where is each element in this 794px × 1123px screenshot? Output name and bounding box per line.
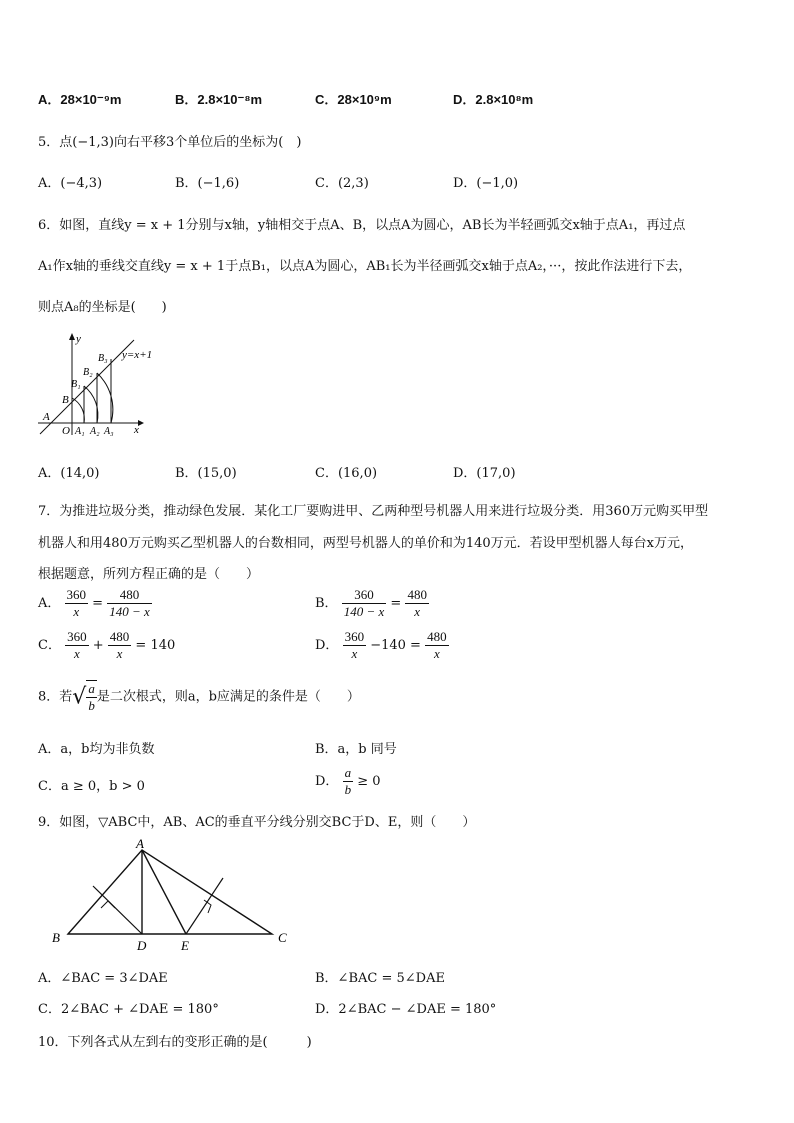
q4-option-b: B．2.8×10⁻⁸m <box>175 92 263 107</box>
q7-a-num2: 480 <box>107 587 152 604</box>
q6-option-c: C．(16,0) <box>315 466 378 481</box>
q9-fig-label-d: D <box>137 938 147 953</box>
q7-b-num1: 360 <box>342 587 387 604</box>
q5-option-b: B．(−1,6) <box>175 176 240 191</box>
q7-stem-line1: 7．为推进垃圾分类，推动绿色发展．某化工厂要购进甲、乙两种型号机器人用来进行垃圾分类．用360万元购买甲型 <box>38 504 709 519</box>
q8-d-tail: ≥ 0 <box>357 774 381 789</box>
q7-b-den2: x <box>414 604 421 619</box>
q8-option-d-label: D． <box>315 774 339 789</box>
q8-stem-pre: 8．若 <box>38 689 73 705</box>
q4-option-d: D．2.8×10⁸m <box>453 92 534 107</box>
q6-stem-line1: 6．如图，直线y = x + 1分别与x轴，y轴相交于点A、B，以点A为圆心，AB长为半轻画弧交x轴于点A₁，再过点 <box>38 218 686 233</box>
q7-option-c <box>38 629 175 662</box>
q6-fig-point-a: A <box>43 411 50 423</box>
q8-stem: 8．若√ $\frac{a}{b}$ 是二次根式，则a，b应满足的条件是（ ） <box>38 681 360 713</box>
q7-c-tail: = 140 <box>135 638 176 653</box>
q7-c-den1: x <box>73 646 80 661</box>
q7-c-num1: 360 <box>67 629 87 644</box>
q7-b-eq: = <box>390 596 402 611</box>
q8-option-a: A．a，b均为非负数 <box>38 742 155 757</box>
q6-stem-line2: A₁作x轴的垂线交直线y = x + 1于点B₁，以点A为圆心，AB₁长为半径画弧交x轴于点A₂，···，按此作法进行下去， <box>38 259 692 274</box>
q6-fig-point-b2: B₂ <box>83 367 93 378</box>
q7-option-b-label: B． <box>315 596 338 611</box>
q7-d-num1: 360 <box>344 629 365 644</box>
q7-option-a <box>38 587 152 620</box>
q7-c-num2: 480 <box>109 629 130 644</box>
q7-option-a-label: A． <box>38 596 61 611</box>
q6-fig-point-b3: B₃ <box>98 353 108 364</box>
q6-fig-point-a1: A₁ <box>75 426 85 437</box>
q7-a-den2: 140 − x <box>109 604 150 619</box>
q7-stem-line3: 根据题意，所列方程正确的是（ ） <box>38 567 260 582</box>
q7-b-den1: 140 − x <box>343 604 385 619</box>
q7-d-den1: x <box>351 646 358 661</box>
q5-option-a: A．(−4,3) <box>38 176 103 191</box>
q7-option-b <box>315 587 429 620</box>
q9-figure <box>48 838 298 953</box>
q6-option-b: B．(15,0) <box>175 466 237 481</box>
q6-fig-point-o: O <box>62 425 70 437</box>
q6-option-d: D．(17,0) <box>453 466 516 481</box>
q6-stem-line3: 则点A₈的坐标是( ) <box>38 300 167 315</box>
q8-d-den: b <box>344 782 352 797</box>
q6-fig-point-b1: B₁ <box>71 379 81 390</box>
q8-option-d <box>315 765 381 798</box>
q7-option-d-label: D． <box>315 638 339 653</box>
q6-fig-x-label: x <box>134 424 139 436</box>
q7-stem-line2: 机器人和用480万元购买乙型机器人的台数相同，两型号机器人的单价和为140万元．若设甲型机器人每台x万元， <box>38 536 693 551</box>
q9-fig-label-a: A <box>136 836 144 851</box>
q9-option-c: C．2∠BAC + ∠DAE = 180° <box>38 1002 219 1017</box>
q9-stem: 9．如图，▽ABC中，AB、AC的垂直平分线分别交BC于D、E，则（ ） <box>38 815 476 830</box>
q7-c-den2: x <box>116 646 123 661</box>
q7-b-num2: 480 <box>407 587 427 602</box>
q7-c-op: + <box>92 638 104 653</box>
q7-option-d <box>315 629 449 662</box>
q7-a-den1: x <box>73 604 80 619</box>
q5-option-c: C．(2,3) <box>315 176 369 191</box>
q9-option-b: B．∠BAC = 5∠DAE <box>315 971 445 986</box>
q6-fig-y-label: y <box>76 333 81 345</box>
q7-d-den2: x <box>433 646 440 661</box>
q7-a-eq: = <box>92 596 104 611</box>
q7-d-op: −140 = <box>370 638 421 653</box>
q6-fig-point-b: B <box>62 394 69 406</box>
q9-fig-label-c: C <box>278 930 287 945</box>
q10-stem: 10．下列各式从左到右的变形正确的是( ) <box>38 1035 312 1050</box>
q7-option-c-label: C． <box>38 638 61 653</box>
q6-fig-point-a2: A₂ <box>90 426 100 437</box>
q6-fig-point-a3: A₃ <box>104 426 114 437</box>
q8-stem-post: 是二次根式，则a，b应满足的条件是（ ） <box>96 689 360 705</box>
q8-rad-den: b <box>88 698 95 713</box>
q8-option-c: C．a ≥ 0，b > 0 <box>38 779 145 794</box>
q9-fig-label-b: B <box>52 930 60 945</box>
q7-a-num1: 360 <box>66 587 87 602</box>
q6-fig-line-label: y=x+1 <box>122 349 153 361</box>
q4-option-c: C．28×10⁹m <box>315 92 392 107</box>
q6-figure <box>38 330 153 440</box>
q5-option-d: D．(−1,0) <box>453 176 519 191</box>
q8-d-num: a <box>344 765 352 780</box>
q9-option-d: D．2∠BAC − ∠DAE = 180° <box>315 1002 497 1017</box>
q9-fig-label-e: E <box>181 938 189 953</box>
q4-option-a: A．28×10⁻⁹m <box>38 92 122 107</box>
q8-rad-num: a <box>88 681 95 696</box>
q7-d-num2: 480 <box>427 629 447 644</box>
q5-stem: 5．点(−1,3)向右平移3个单位后的坐标为( ) <box>38 135 302 150</box>
q8-option-b: B．a，b 同号 <box>315 742 397 757</box>
q9-option-a: A．∠BAC = 3∠DAE <box>38 971 168 986</box>
q6-option-a: A．(14,0) <box>38 466 100 481</box>
